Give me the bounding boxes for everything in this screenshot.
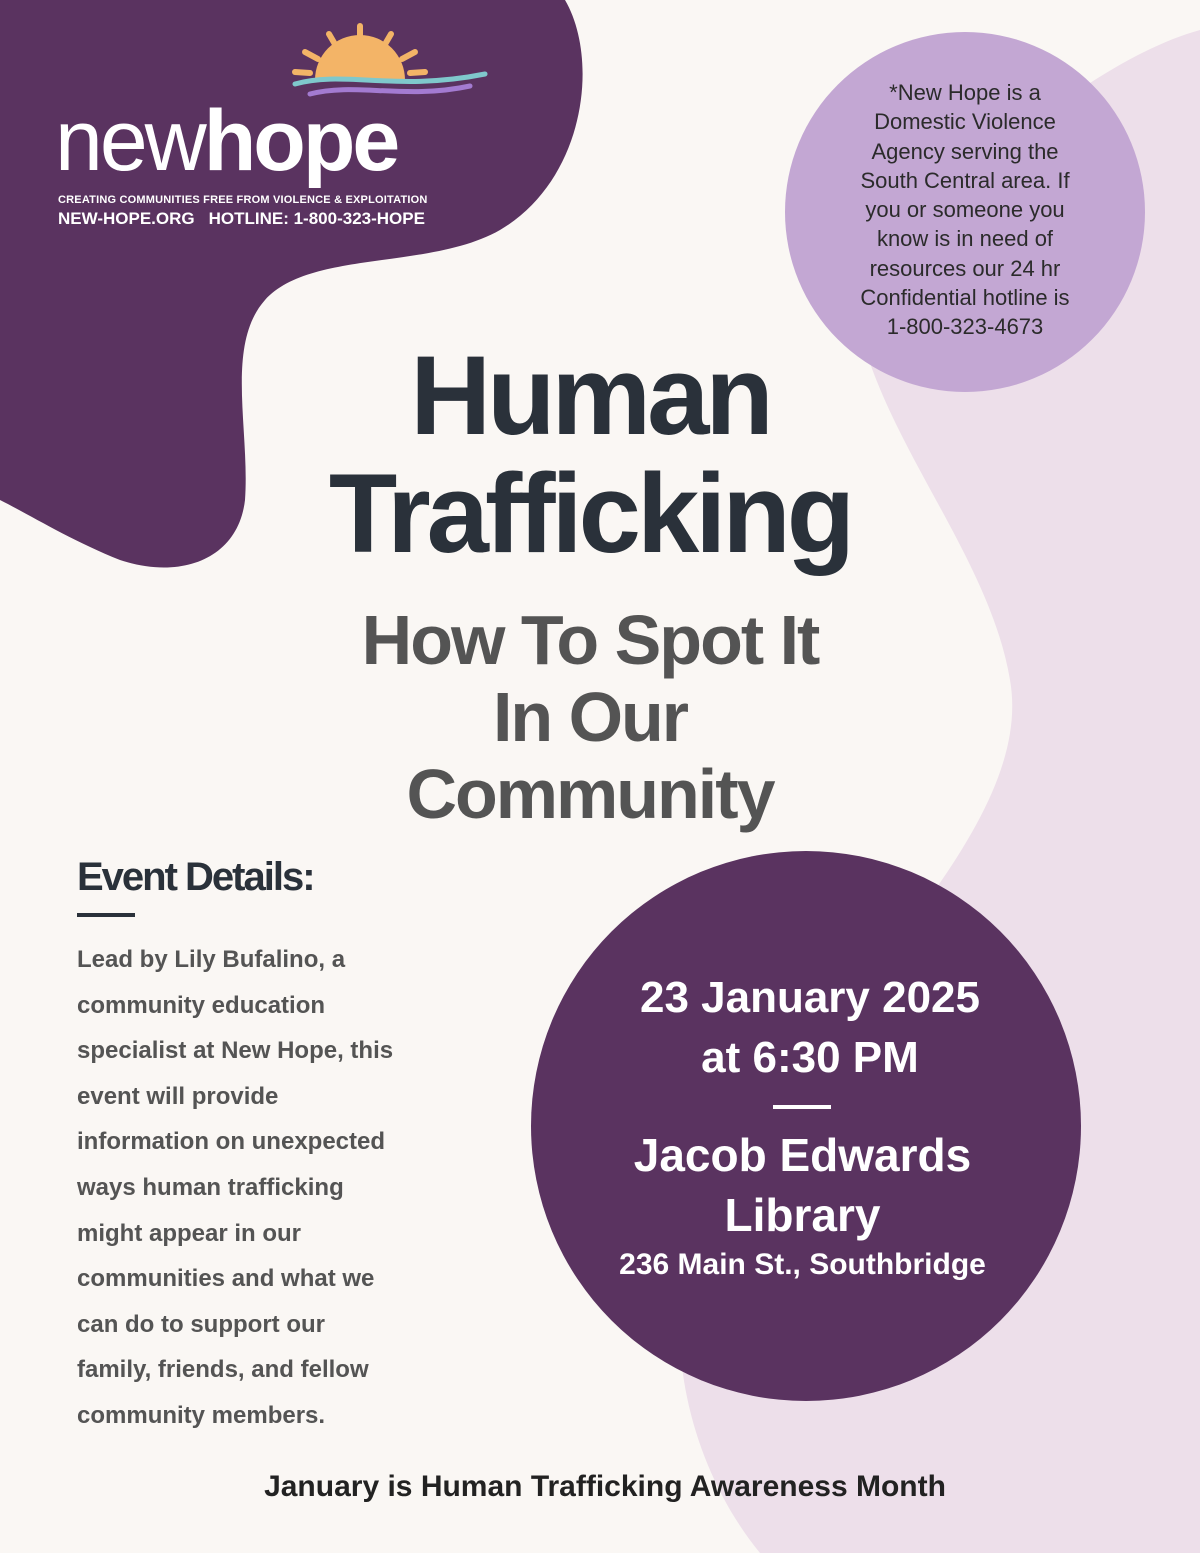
event-venue xyxy=(560,1125,1045,1245)
logo-contact xyxy=(58,209,425,229)
event-date: 23 January 2025 xyxy=(639,973,981,1022)
event-details-heading: Event Details: xyxy=(77,855,314,899)
event-datetime xyxy=(560,968,1060,1088)
description-line: community education xyxy=(77,991,326,1019)
description-line: Lead by Lily Bufalino, a xyxy=(77,946,346,973)
info-line: know is in need of xyxy=(876,226,1054,252)
logo-word-hope: hope xyxy=(203,93,398,189)
page-subtitle xyxy=(200,602,980,833)
info-line: *New Hope is a xyxy=(889,80,1041,105)
description-line: family, friends, and fellow xyxy=(77,1356,369,1384)
page-title-line-2: Trafficking xyxy=(328,451,852,576)
venue-line: Library xyxy=(724,1189,881,1241)
description-line: communities and what we xyxy=(77,1265,375,1293)
description-line: can do to support our xyxy=(77,1310,325,1338)
description-line: information on unexpected xyxy=(77,1128,386,1156)
description-line: might appear in our xyxy=(77,1219,302,1247)
subtitle-line: How To Spot It xyxy=(361,601,819,679)
info-line: Agency serving the xyxy=(871,138,1059,164)
info-line: South Central area. If xyxy=(860,167,1070,193)
logo-wordmark xyxy=(55,93,398,189)
subtitle-line: In Our xyxy=(492,678,688,756)
sun-wave-icon xyxy=(255,20,495,100)
event-description xyxy=(77,937,457,1439)
subtitle-line: Community xyxy=(406,755,774,833)
details-divider xyxy=(77,913,135,917)
info-line: 1-800-323-4673 xyxy=(886,314,1044,340)
logo-tagline: CREATING COMMUNITIES FREE FROM VIOLENCE & EXPLOITATION xyxy=(58,194,428,206)
agency-info-note xyxy=(830,78,1100,342)
description-line: community members. xyxy=(77,1401,326,1429)
event-address: 236 Main St., Southbridge xyxy=(619,1248,986,1281)
description-line: specialist at New Hope, this xyxy=(77,1037,394,1065)
description-line: ways human trafficking xyxy=(77,1173,344,1201)
description-line: event will provide xyxy=(77,1082,279,1110)
info-line: Confidential hotline is xyxy=(860,285,1070,311)
website-link[interactable]: NEW-HOPE.ORG xyxy=(58,209,195,228)
event-divider xyxy=(773,1105,831,1109)
info-line: resources our 24 hr xyxy=(869,255,1061,281)
info-line: you or someone you xyxy=(865,197,1065,223)
event-time: at 6:30 PM xyxy=(701,1033,919,1082)
hotline-number: HOTLINE: 1-800-323-HOPE xyxy=(208,209,425,228)
logo-word-new: new xyxy=(55,93,204,189)
brand-logo xyxy=(55,20,475,228)
venue-line: Jacob Edwards xyxy=(633,1129,972,1181)
page-title-line-1: Human xyxy=(410,333,770,458)
info-line: Domestic Violence xyxy=(874,109,1056,135)
awareness-footer: January is Human Trafficking Awareness Month xyxy=(264,1470,946,1503)
